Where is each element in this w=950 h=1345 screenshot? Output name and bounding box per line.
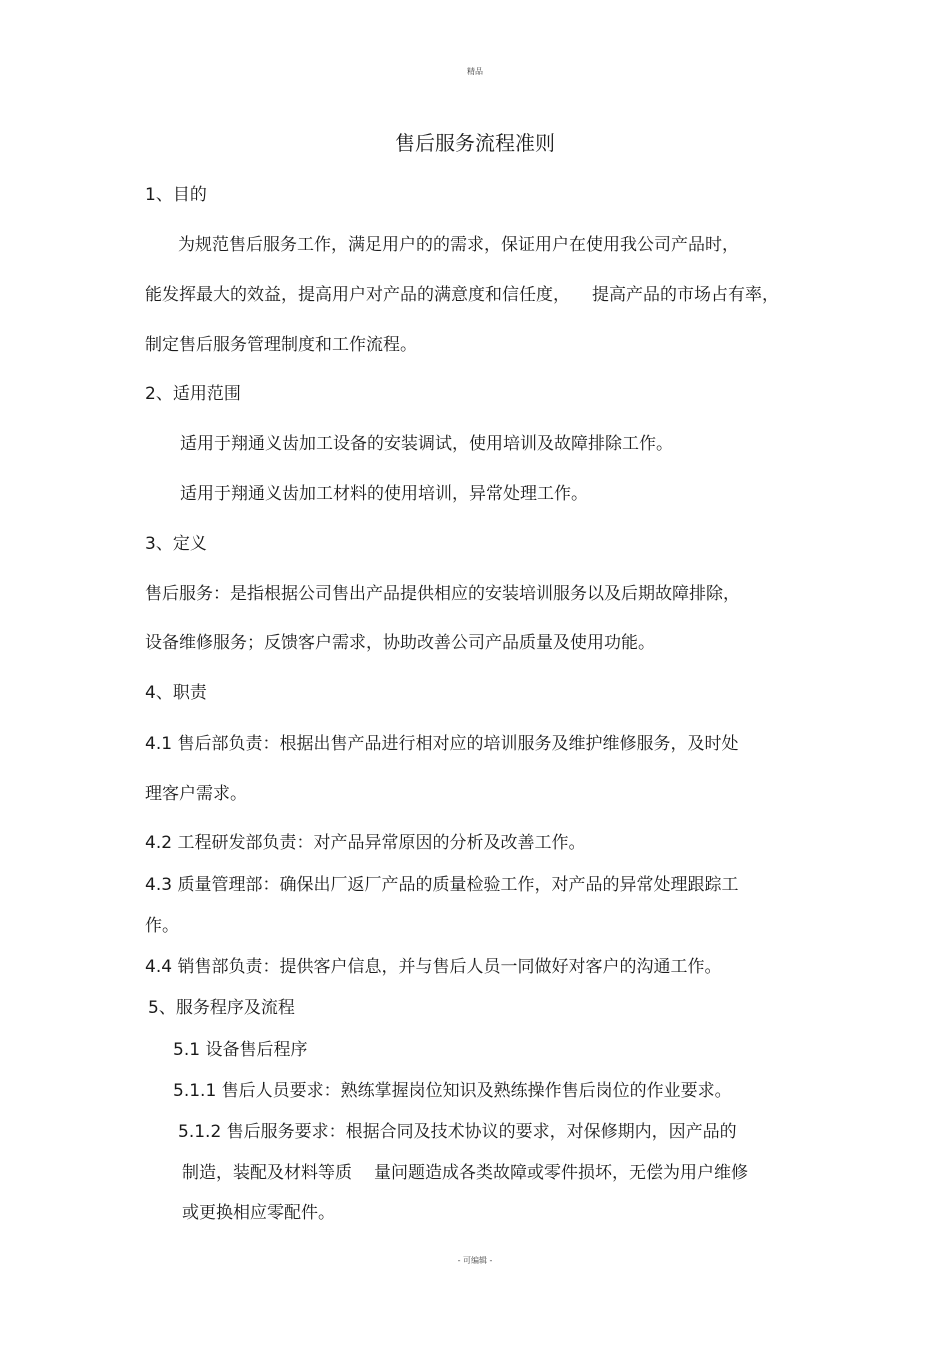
page-footer: - 可编辑 - bbox=[457, 1256, 493, 1265]
section-1-para-line-3: 制定售后服务管理制度和工作流程。 bbox=[145, 335, 417, 355]
section-2-para-1: 适用于翔通义齿加工设备的安装调试，使用培训及故障排除工作。 bbox=[180, 434, 673, 454]
section-1-para-line-1: 为规范售后服务工作，满足用户的的需求，保证用户在使用我公司产品时， bbox=[178, 235, 739, 255]
section-1-para-line-2 bbox=[145, 284, 779, 306]
section-1-para-line-2b: 提高产品的市场占有率， bbox=[592, 285, 779, 305]
section-2-heading: 2、适用范围 bbox=[145, 384, 241, 404]
section-5-heading: 5、服务程序及流程 bbox=[148, 998, 295, 1018]
section-5-1-1: 5.1.1 售后人员要求：熟练掌握岗位知识及熟练操作售后岗位的作业要求。 bbox=[173, 1081, 732, 1101]
section-4-item-1-line-1: 4.1 售后部负责：根据出售产品进行相对应的培训服务及维护维修服务，及时处 bbox=[145, 734, 739, 754]
section-4-item-1-line-2: 理客户需求。 bbox=[145, 784, 247, 804]
section-5-1-2-line-2a: 制造，装配及材料等质 bbox=[182, 1163, 352, 1183]
section-5-1-2-line-2 bbox=[182, 1162, 748, 1184]
section-1-heading: 1、目的 bbox=[145, 185, 207, 205]
section-2-para-2: 适用于翔通义齿加工材料的使用培训，异常处理工作。 bbox=[180, 484, 588, 504]
section-4-item-4: 4.4 销售部负责：提供客户信息，并与售后人员一同做好对客户的沟通工作。 bbox=[145, 957, 722, 977]
section-1-para-line-2a: 能发挥最大的效益，提高用户对产品的满意度和信任度， bbox=[145, 285, 570, 305]
section-3-heading: 3、定义 bbox=[145, 534, 207, 554]
section-4-item-3-line-2: 作。 bbox=[145, 916, 179, 936]
section-3-para-line-1: 售后服务：是指根据公司售出产品提供相应的安装培训服务以及后期故障排除， bbox=[145, 584, 740, 604]
document-title: 售后服务流程准则 bbox=[395, 131, 555, 155]
section-5-1-heading: 5.1 设备售后程序 bbox=[173, 1040, 308, 1060]
section-4-item-2: 4.2 工程研发部负责：对产品异常原因的分析及改善工作。 bbox=[145, 833, 586, 853]
section-5-1-2-line-3: 或更换相应零配件。 bbox=[182, 1203, 335, 1223]
section-5-1-2-line-2b: 量问题造成各类故障或零件损坏，无偿为用户维修 bbox=[374, 1163, 748, 1183]
section-5-1-2-line-1: 5.1.2 售后服务要求：根据合同及技术协议的要求，对保修期内，因产品的 bbox=[178, 1122, 737, 1142]
section-4-item-3-line-1: 4.3 质量管理部：确保出厂返厂产品的质量检验工作，对产品的异常处理跟踪工 bbox=[145, 875, 739, 895]
page-header: 精品 bbox=[467, 67, 483, 76]
section-4-heading: 4、职责 bbox=[145, 683, 207, 703]
section-3-para-line-2: 设备维修服务；反馈客户需求，协助改善公司产品质量及使用功能。 bbox=[145, 633, 655, 653]
